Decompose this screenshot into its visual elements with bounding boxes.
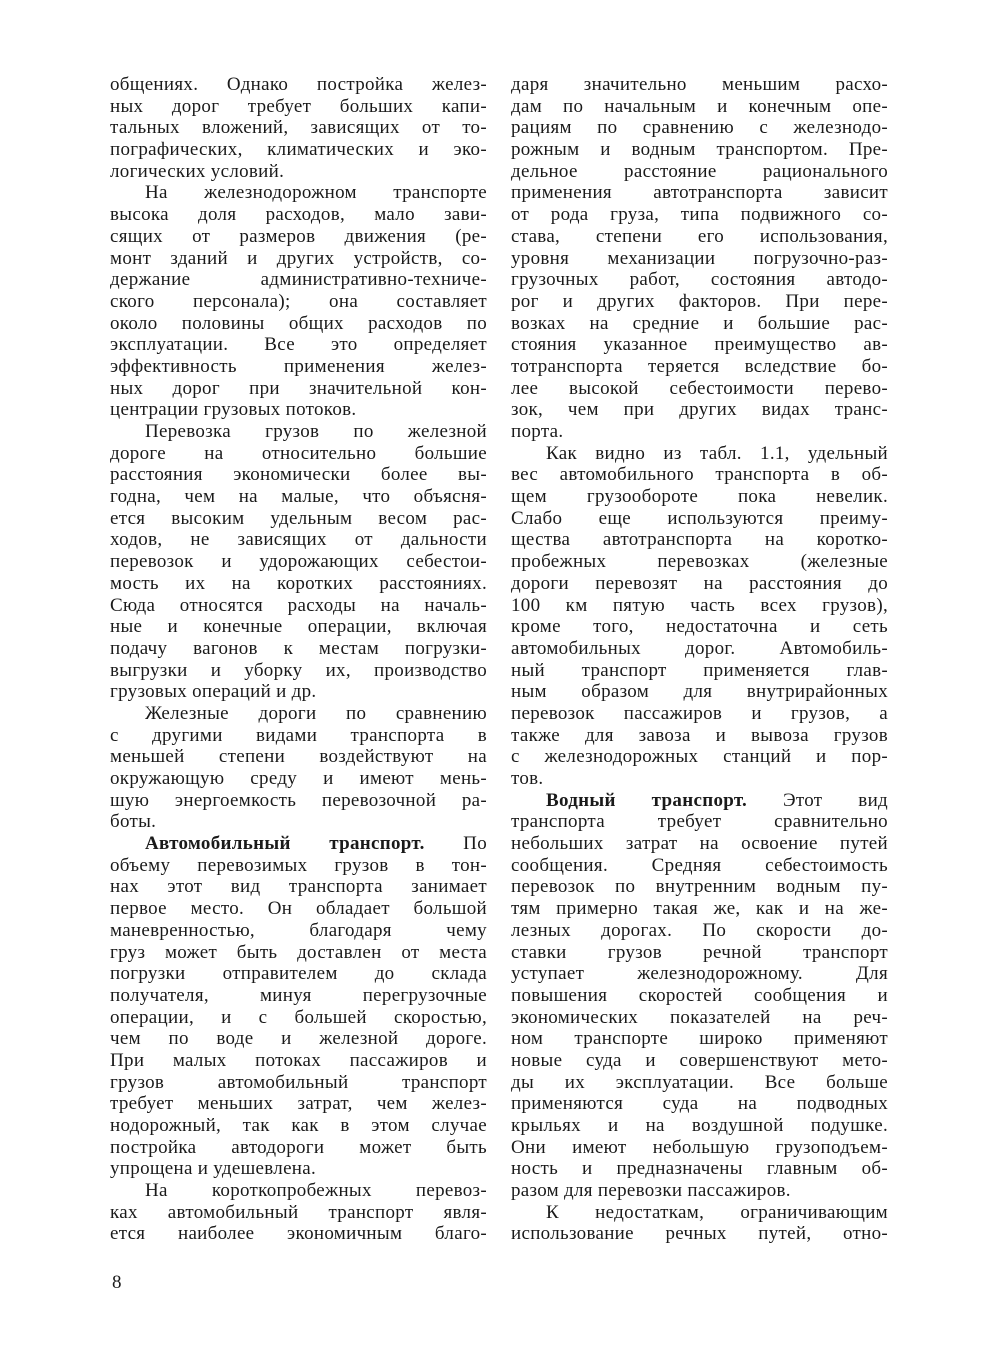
text-line: использование речных путей, отно- [511,1223,888,1245]
text-line: ходов, не зависящих от дальности [110,529,487,551]
text-line: ды их эксплуатации. Все больше [511,1071,888,1093]
text-line: дельное расстояние рационального [511,160,888,182]
text-line: эксплуатации. Все это определяет [110,334,487,356]
text-line: На железнодорожном транспорте [145,182,487,204]
text-line: рациям по сравнению с железнодо- [511,117,888,139]
text-line: щем грузообороте пока невелик. [511,486,888,508]
text-line: дороги перевозят на расстояния до [511,572,888,594]
text-line: маневренностью, благодаря чему [110,919,487,941]
text-line: объему перевозимых грузов в тон- [110,854,487,876]
text-line: рог и других факторов. При пере- [511,290,888,312]
text-line: пробежных перевозках (железные [511,551,888,573]
text-line: монт зданий и других устройств, со- [110,247,487,269]
text-line: ется высоким удельным весом рас- [110,507,487,529]
text-line: требует меньших затрат, чем желез- [110,1093,487,1115]
text-line: от рода груза, типа подвижного со- [511,204,888,226]
text-line: лее высокой себестоимости перево- [511,377,888,399]
text-column-left [110,74,487,1245]
paragraph [511,1202,888,1245]
text-line: ется наиболее экономичным благо- [110,1223,487,1245]
text-line: первое место. Он обладает большой [110,898,487,920]
text-line: погрузки отправителем до склада [110,963,487,985]
text-line: логических условий. [110,160,285,182]
text-line: общениях. Однако постройка желез- [110,74,487,95]
text-line: ность и предназначены главным об- [511,1158,888,1180]
text-line: разом для перевозки пассажиров. [511,1180,791,1202]
text-line: окружающую среду и имеют мень- [110,768,487,789]
text-line: тов. [511,768,544,789]
text-line: Перевозка грузов по железной [145,421,487,442]
text-line: лезных дорогах. По скорости до- [511,919,888,941]
section-heading: Автомобильный транспорт. [145,833,425,855]
text-line: грузочных работ, состояния автодо- [511,269,888,291]
text-line: упрощена и удешевлена. [110,1158,317,1180]
text-line-rest: По [424,833,487,855]
text-line: дороге на относительно большие [110,442,487,464]
text-line: перевозок по внутренним водным пу- [511,876,888,898]
text-line: мость их на коротких расстояниях. [110,572,487,594]
text-line: груз может быть доставлен от места [110,941,487,963]
text-line: грузовых операций и др. [110,681,317,703]
text-line: с другими видами транспорта в [110,724,487,746]
text-line: сящих от размеров движения (ре- [110,225,487,247]
text-line: нах этот вид транспорта занимает [110,876,487,898]
page-number: 8 [112,1272,122,1293]
text-line: грузов автомобильный транспорт [110,1071,487,1093]
text-line: повышения скоростей сообщения и [511,984,888,1006]
text-line: порта. [511,421,564,442]
text-line: ный транспорт применяется глав- [511,659,888,681]
paragraph [511,74,888,443]
text-line: транспорта требует сравнительно [511,811,888,833]
text-line: Они имеют небольшую грузоподъем- [511,1136,888,1158]
text-line: шую энергоемкость перевозочной ра- [110,789,487,811]
text-line: центрации грузовых потоков. [110,399,357,421]
text-line: применяются суда на подводных [511,1093,888,1115]
paragraph [110,74,487,182]
text-line: экономических показателей на реч- [511,1006,888,1028]
text-line: перевозок пассажиров и грузов, а [511,702,888,724]
text-line: с железнодорожных станций и пор- [511,746,888,768]
text-line: щества автотранспорта на коротко- [511,529,888,551]
text-line: дам по начальным и конечным опе- [511,95,888,117]
text-column-right [511,74,888,1245]
text-line: 100 км пятую часть всех грузов), [511,594,888,616]
paragraph [110,182,487,421]
text-line: подачу вагонов к местам погрузки- [110,637,487,659]
text-line: уступает железнодорожному. Для [511,963,888,985]
text-line: ных дорог при значительной кон- [110,377,487,399]
text-line: крыльях и на воздушной подушке. [511,1115,888,1136]
text-line: Сюда относятся расходы на началь- [110,594,487,616]
text-line: перевозок и удорожающих себестои- [110,551,487,573]
text-line: Железные дороги по сравнению [145,702,487,724]
text-line: зок, чем при других видах транс- [511,399,888,421]
text-line: постройка автодороги может быть [110,1136,487,1158]
text-line: высока доля расходов, мало зави- [110,204,487,226]
text-line: меньшей степени воздействуют на [110,746,487,768]
text-line: При малых потоках пассажиров и [110,1049,487,1071]
text-line: чем по воде и железной дороге. [110,1028,487,1050]
text-line [511,790,888,812]
text-line: ном транспорте широко применяют [511,1028,888,1050]
text-line: операции, и с большей скоростью, [110,1006,487,1028]
text-line: ках автомобильный транспорт явля- [110,1201,487,1223]
text-line: уровня механизации погрузочно-раз- [511,247,888,269]
text-line: также для завоза и вывоза грузов [511,724,888,746]
text-line: применения автотранспорта зависит [511,182,888,204]
text-line: рожным и водным транспортом. Пре- [511,139,888,161]
text-line: Как видно из табл. 1.1, удельный [546,442,888,464]
text-line: става, степени его использования, [511,225,888,247]
text-line: ные и конечные операции, включая [110,616,487,638]
text-line: автомобильных дорог. Автомобиль- [511,637,888,659]
text-line: тям примерно такая же, как и на же- [511,898,888,920]
text-line: стояния указанное преимущество ав- [511,334,888,356]
text-line: расстояния экономически более вы- [110,464,487,486]
text-line: ным образом для внутрирайонных [511,681,888,703]
text-line: На короткопробежных перевоз- [145,1180,487,1202]
text-line: тотранспорта теряется вследствие бо- [511,355,888,377]
paragraph [110,703,487,833]
text-line: К недостаткам, ограничивающим [546,1201,888,1223]
text-line: годна, чем на малые, что объясня- [110,486,487,508]
section-heading: Водный транспорт. [546,789,748,811]
text-line: выгрузки и уборку их, производство [110,659,487,681]
paragraph [511,443,888,790]
text-line: тальных вложений, зависящих от то- [110,117,487,139]
text-line: боты. [110,811,157,833]
text-line: Слабо еще используются преиму- [511,507,888,529]
text-line: получателя, минуя перегрузочные [110,984,487,1006]
text-line: держание административно-техниче- [110,269,487,291]
text-line: ставки грузов речной транспорт [511,941,888,963]
text-line: пографических, климатических и эко- [110,139,487,161]
text-line: новые суда и совершенствуют мето- [511,1049,888,1071]
paragraph [110,421,487,703]
text-line: небольших затрат на освоение путей [511,833,888,855]
text-line: кроме того, недостаточна и сеть [511,616,888,638]
text-line: ных дорог требует больших капи- [110,95,487,117]
text-line: нодорожный, так как в этом случае [110,1115,487,1136]
text-line: возках на средние и большие рас- [511,312,888,334]
text-line: даря значительно меньшим расхо- [511,74,888,95]
text-line: вес автомобильного транспорта в об- [511,464,888,486]
paragraph [110,833,487,1180]
paragraph [511,790,888,1202]
text-line: около половины общих расходов по [110,312,487,334]
text-line: сообщения. Средняя себестоимость [511,854,888,876]
text-line: ского персонала); она составляет [110,290,487,312]
text-line [110,833,487,855]
text-line-rest: Этот вид [747,789,888,811]
text-line: эффективность применения желез- [110,355,487,377]
paragraph [110,1180,487,1245]
